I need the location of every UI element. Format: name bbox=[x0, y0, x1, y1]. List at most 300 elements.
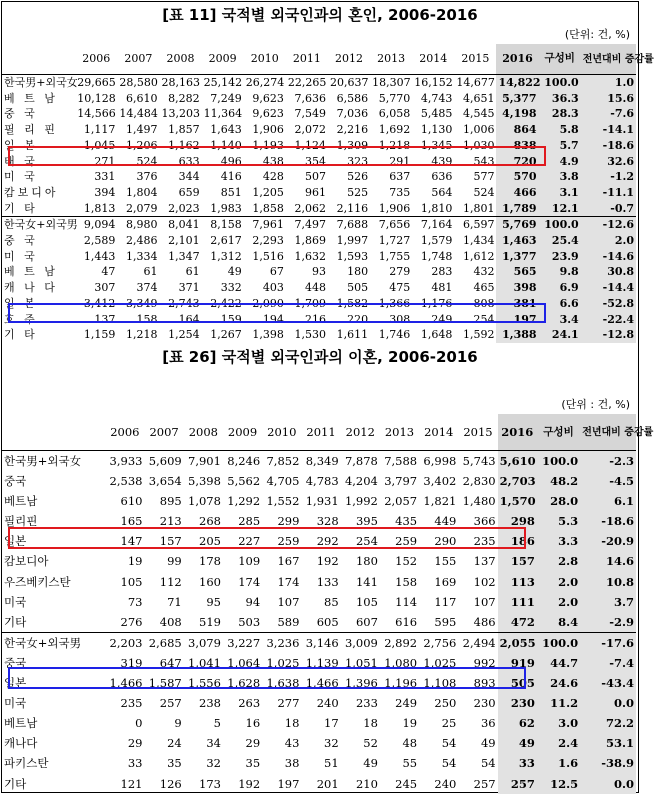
cell-2007: 24 bbox=[167, 736, 182, 751]
cell-2013: 1,906 bbox=[378, 201, 411, 215]
row-label: 중국 bbox=[4, 474, 27, 489]
cell-2011: 1,124 bbox=[294, 138, 326, 152]
cell-2014: 3,402 bbox=[423, 474, 457, 489]
cell-2014: 449 bbox=[434, 514, 457, 529]
table-row bbox=[2, 280, 636, 296]
cell-구성비: 12.5 bbox=[537, 774, 580, 794]
cell-2010: 1,552 bbox=[266, 494, 300, 509]
cell-2015: 36 bbox=[480, 716, 496, 731]
cell-구성비: 6.9 bbox=[539, 280, 581, 296]
row-label: 한국男+외국女 bbox=[4, 454, 82, 468]
cell-2006: 271 bbox=[94, 154, 116, 168]
cell-구성비: 4.9 bbox=[539, 154, 581, 170]
cell-2007: 408 bbox=[159, 614, 182, 629]
cell-2006: 1,443 bbox=[83, 249, 116, 263]
table-row bbox=[2, 511, 636, 531]
cell-2012: 49 bbox=[363, 756, 378, 771]
row-label: 한국女+외국男 bbox=[4, 218, 78, 232]
cell-2012: 210 bbox=[355, 776, 378, 791]
cell-2009: 1,643 bbox=[210, 123, 242, 137]
row-label: 미국 bbox=[4, 594, 27, 609]
row-label: 우즈베키스탄 bbox=[4, 574, 71, 589]
row-label: 기타 bbox=[4, 776, 27, 791]
cell-2008: 28,163 bbox=[161, 76, 200, 89]
cell-2016: 565 bbox=[496, 264, 538, 280]
cell-2011: 32 bbox=[324, 736, 339, 751]
cell-2012: 1,593 bbox=[336, 249, 369, 263]
column-header-2009: 2009 bbox=[223, 414, 262, 451]
cell-2007: 213 bbox=[159, 514, 182, 529]
column-header-2008: 2008 bbox=[159, 44, 201, 75]
cell-2014: 7,164 bbox=[412, 217, 454, 233]
cell-2007: 2,685 bbox=[144, 632, 183, 653]
cell-2013: 259 bbox=[395, 534, 418, 549]
cell-2014: 54 bbox=[441, 736, 457, 751]
cell-2013: 1,692 bbox=[378, 123, 411, 137]
cell-2016: 5,610 bbox=[498, 451, 537, 472]
row-label: 캐나다 bbox=[4, 736, 38, 751]
row-label: 일본 bbox=[4, 676, 27, 691]
cell-2013: 2,057 bbox=[384, 494, 418, 509]
cell-2009: 192 bbox=[238, 776, 261, 791]
cell-2008: 173 bbox=[199, 776, 221, 791]
cell-2012: 18 bbox=[363, 716, 378, 731]
row-label: 미 국 bbox=[4, 170, 38, 184]
cell-2016: 1,570 bbox=[498, 491, 537, 511]
cell-2009: 3,227 bbox=[223, 632, 262, 653]
cell-2009: 496 bbox=[220, 154, 242, 168]
cell-전년대비-증감률: -1.2 bbox=[581, 169, 636, 185]
table-row bbox=[2, 592, 636, 612]
cell-2016: 5,377 bbox=[496, 91, 538, 107]
cell-전년대비-증감률: -7.6 bbox=[581, 106, 636, 122]
row-label: 일 본 bbox=[4, 138, 38, 152]
cell-2010: 259 bbox=[277, 534, 300, 549]
group-total-row bbox=[2, 217, 636, 233]
cell-2014: 1,108 bbox=[423, 676, 457, 691]
cell-2014: 290 bbox=[434, 534, 457, 549]
cell-2006: 276 bbox=[120, 614, 143, 629]
table-row bbox=[2, 249, 636, 265]
cell-2010: 4,705 bbox=[266, 474, 300, 489]
header-blank bbox=[2, 44, 75, 75]
cell-2014: 439 bbox=[431, 154, 453, 168]
cell-2009: 285 bbox=[238, 514, 261, 529]
row-label: 중 국 bbox=[4, 107, 38, 121]
cell-2008: 95 bbox=[206, 594, 221, 609]
cell-2013: 1,080 bbox=[384, 655, 418, 670]
cell-2006: 331 bbox=[94, 170, 116, 184]
cell-2010: 2,090 bbox=[252, 296, 284, 310]
row-label: 일 본 bbox=[4, 296, 38, 310]
cell-2011: 448 bbox=[304, 281, 326, 295]
cell-2006: 10,128 bbox=[77, 91, 116, 105]
cell-2014: 169 bbox=[434, 574, 457, 589]
cell-2008: 633 bbox=[178, 154, 200, 168]
cell-2009: 25,142 bbox=[203, 76, 243, 89]
cell-2013: 1,727 bbox=[378, 234, 411, 248]
row-label: 캄보디아 bbox=[4, 554, 49, 569]
table-row bbox=[2, 154, 636, 170]
row-label: 베 트 남 bbox=[4, 265, 58, 279]
cell-2008: 1,857 bbox=[168, 123, 200, 137]
cell-2009: 7,249 bbox=[210, 91, 242, 105]
cell-2015: 1,006 bbox=[462, 123, 495, 137]
cell-2007: 99 bbox=[167, 554, 182, 569]
column-header-2012: 2012 bbox=[341, 414, 380, 451]
cell-2015: 577 bbox=[473, 170, 495, 184]
cell-2014: 595 bbox=[434, 614, 457, 629]
cell-2006: 14,566 bbox=[77, 107, 116, 121]
table-row bbox=[2, 733, 636, 753]
row-label: 중 국 bbox=[4, 234, 38, 248]
cell-2012: 3,009 bbox=[341, 632, 380, 653]
cell-2007: 1,206 bbox=[125, 138, 158, 152]
cell-2015: 465 bbox=[473, 281, 495, 295]
cell-2010: 3,236 bbox=[262, 632, 301, 653]
cell-구성비: 2.8 bbox=[537, 551, 580, 571]
cell-2010: 7,961 bbox=[244, 217, 286, 233]
cell-2010: 1,516 bbox=[252, 249, 284, 263]
cell-2010: 1,193 bbox=[252, 138, 284, 152]
cell-전년대비-증감률: -20.9 bbox=[580, 531, 636, 551]
cell-2007: 1,218 bbox=[125, 328, 158, 342]
cell-2006: 73 bbox=[127, 594, 143, 609]
cell-2015: 1,480 bbox=[462, 494, 496, 509]
divorce-header-row bbox=[2, 414, 636, 451]
cell-2009: 29 bbox=[245, 736, 261, 751]
cell-2013: 48 bbox=[402, 736, 418, 751]
cell-2008: 205 bbox=[199, 534, 221, 549]
cell-2010: 1,025 bbox=[266, 655, 300, 670]
cell-2011: 328 bbox=[316, 514, 339, 529]
cell-2013: 6,058 bbox=[378, 107, 411, 121]
cell-2010: 167 bbox=[277, 554, 300, 569]
cell-2016: 570 bbox=[496, 169, 538, 185]
cell-2009: 1,267 bbox=[210, 328, 242, 342]
row-label: 한국女+외국男 bbox=[2, 632, 105, 653]
cell-2011: 292 bbox=[316, 534, 339, 549]
cell-2007: 8,980 bbox=[117, 217, 159, 233]
cell-2012: 395 bbox=[355, 514, 378, 529]
cell-2007: 71 bbox=[167, 594, 182, 609]
cell-2009: 16 bbox=[245, 716, 261, 731]
cell-2013: 55 bbox=[402, 756, 418, 771]
cell-2014: 5,485 bbox=[420, 107, 453, 121]
divorce-body bbox=[2, 451, 636, 794]
column-header-2010: 2010 bbox=[262, 414, 301, 451]
cell-전년대비-증감률: 1.0 bbox=[581, 75, 636, 91]
cell-2014: 6,998 bbox=[423, 454, 457, 468]
cell-2013: 2,892 bbox=[380, 632, 419, 653]
cell-2013: 616 bbox=[395, 614, 418, 629]
cell-2010: 7,852 bbox=[266, 454, 300, 468]
cell-2007: 3,654 bbox=[148, 474, 182, 489]
cell-전년대비-증감률: 30.8 bbox=[581, 264, 636, 280]
column-header-2006: 2006 bbox=[105, 414, 144, 451]
cell-구성비: 8.4 bbox=[537, 612, 580, 633]
cell-2006: 319 bbox=[120, 655, 143, 670]
cell-2012: 505 bbox=[347, 281, 369, 295]
cell-2015: 14,677 bbox=[456, 76, 495, 89]
cell-2008: 3,079 bbox=[184, 632, 223, 653]
cell-2006: 1,045 bbox=[83, 138, 116, 152]
header-blank bbox=[2, 414, 105, 451]
cell-2015: 543 bbox=[473, 154, 495, 168]
row-label: 베트남 bbox=[4, 716, 38, 731]
table-row bbox=[2, 122, 636, 138]
cell-구성비: 6.6 bbox=[539, 296, 581, 312]
cell-2010: 2,293 bbox=[252, 234, 284, 248]
cell-구성비: 1.6 bbox=[537, 753, 580, 773]
cell-전년대비-증감률: 72.2 bbox=[580, 713, 636, 733]
cell-2011: 93 bbox=[311, 265, 326, 279]
cell-2012: 20,637 bbox=[329, 76, 369, 89]
cell-2007: 3,349 bbox=[125, 296, 158, 310]
row-label: 호 주 bbox=[4, 312, 38, 326]
cell-2013: 18,307 bbox=[372, 76, 411, 89]
cell-2010: 438 bbox=[262, 154, 284, 168]
cell-구성비: 23.9 bbox=[539, 249, 581, 265]
cell-2012: 6,586 bbox=[336, 91, 369, 105]
column-header-2016: 2016 bbox=[496, 44, 538, 75]
row-label: 기타 bbox=[4, 614, 27, 629]
cell-2013: 735 bbox=[389, 185, 411, 199]
cell-2008: 371 bbox=[178, 281, 200, 295]
table-row bbox=[2, 572, 636, 592]
cell-2012: 1,997 bbox=[336, 234, 369, 248]
cell-2014: 155 bbox=[434, 554, 457, 569]
cell-2009: 8,246 bbox=[227, 454, 261, 468]
column-header-change: 전년대비 증감률 bbox=[581, 44, 636, 75]
column-header-2006: 2006 bbox=[75, 44, 117, 75]
cell-전년대비-증감률: -14.4 bbox=[581, 280, 636, 296]
table-row bbox=[2, 312, 636, 328]
cell-2007: 35 bbox=[167, 756, 182, 771]
cell-2012: 4,204 bbox=[344, 474, 378, 489]
cell-2011: 22,265 bbox=[287, 76, 327, 89]
cell-2012: 1,611 bbox=[336, 328, 369, 342]
cell-2009: 159 bbox=[220, 312, 242, 326]
cell-2008: 268 bbox=[199, 514, 221, 529]
table-row bbox=[2, 471, 636, 491]
cell-2011: 201 bbox=[316, 776, 339, 791]
row-label: 미 국 bbox=[4, 249, 38, 263]
cell-2016: 1,377 bbox=[496, 249, 538, 265]
cell-2012: 323 bbox=[347, 154, 369, 168]
cell-2006: 121 bbox=[120, 776, 143, 791]
group-total-row bbox=[2, 451, 636, 472]
cell-2009: 332 bbox=[220, 281, 242, 295]
cell-2011: 1,869 bbox=[294, 234, 326, 248]
cell-2009: 1,140 bbox=[210, 138, 242, 152]
cell-2007: 257 bbox=[159, 696, 182, 711]
table-row bbox=[2, 551, 636, 571]
cell-2015: 102 bbox=[473, 574, 496, 589]
cell-2006: 33 bbox=[127, 756, 143, 771]
cell-2016: 111 bbox=[498, 592, 537, 612]
row-label: 기 타 bbox=[4, 201, 38, 215]
cell-전년대비-증감률: 15.6 bbox=[581, 91, 636, 107]
cell-구성비: 3.8 bbox=[539, 169, 581, 185]
cell-2014: 1,821 bbox=[423, 494, 457, 509]
cell-2013: 7,588 bbox=[384, 454, 418, 468]
cell-2009: 416 bbox=[220, 170, 242, 184]
cell-2013: 1,755 bbox=[378, 249, 411, 263]
cell-2010: 277 bbox=[277, 696, 300, 711]
cell-2016: 157 bbox=[498, 551, 537, 571]
cell-2013: 114 bbox=[395, 594, 418, 609]
cell-2010: 38 bbox=[284, 756, 300, 771]
cell-2011: 133 bbox=[316, 574, 339, 589]
cell-구성비: 100.0 bbox=[537, 632, 580, 653]
cell-2006: 235 bbox=[120, 696, 143, 711]
cell-2011: 1,466 bbox=[305, 676, 339, 691]
table-row bbox=[2, 169, 636, 185]
column-header-2013: 2013 bbox=[380, 414, 419, 451]
cell-2010: 428 bbox=[262, 170, 284, 184]
cell-2011: 4,783 bbox=[305, 474, 339, 489]
table-row bbox=[2, 653, 636, 673]
cell-전년대비-증감률: -12.6 bbox=[581, 217, 636, 233]
marriage-body bbox=[2, 75, 636, 343]
cell-2007: 2,486 bbox=[125, 234, 158, 248]
divorce-table-title: [표 26] 국적별 외국인과의 이혼, 2006-2016 bbox=[162, 348, 478, 366]
row-label: 필리핀 bbox=[4, 514, 38, 529]
cell-2009: 8,158 bbox=[202, 217, 244, 233]
cell-구성비: 28.0 bbox=[537, 491, 580, 511]
cell-구성비: 3.4 bbox=[539, 312, 581, 328]
cell-2016: 197 bbox=[496, 312, 538, 328]
cell-2014: 240 bbox=[434, 776, 457, 791]
table-row bbox=[2, 296, 636, 312]
cell-2011: 7,549 bbox=[294, 107, 326, 121]
cell-2015: 366 bbox=[473, 514, 496, 529]
row-label: 캄보디아 bbox=[4, 185, 59, 199]
cell-2015: 808 bbox=[473, 296, 495, 310]
cell-2013: 3,797 bbox=[384, 474, 418, 489]
cell-2011: 192 bbox=[316, 554, 339, 569]
cell-2009: 1,064 bbox=[227, 655, 261, 670]
cell-2015: 486 bbox=[473, 614, 496, 629]
cell-2010: 18 bbox=[284, 716, 300, 731]
cell-2015: 992 bbox=[473, 655, 496, 670]
cell-2013: 19 bbox=[402, 716, 418, 731]
cell-2009: 35 bbox=[245, 756, 261, 771]
column-header-ratio: 구성비 bbox=[537, 414, 580, 451]
cell-전년대비-증감률: -12.8 bbox=[581, 327, 636, 343]
cell-전년대비-증감률: 3.7 bbox=[580, 592, 636, 612]
cell-2012: 1,051 bbox=[344, 655, 378, 670]
cell-2006: 394 bbox=[94, 185, 116, 199]
cell-2007: 61 bbox=[143, 265, 158, 279]
cell-전년대비-증감률: 6.1 bbox=[580, 491, 636, 511]
cell-2011: 17 bbox=[324, 716, 339, 731]
cell-2015: 2,494 bbox=[458, 632, 497, 653]
row-label: 한국男+외국女 bbox=[4, 76, 78, 89]
cell-전년대비-증감률: -52.8 bbox=[581, 296, 636, 312]
column-header-2012: 2012 bbox=[328, 44, 370, 75]
table-row bbox=[2, 91, 636, 107]
cell-2016: 381 bbox=[496, 296, 538, 312]
cell-2014: 117 bbox=[434, 594, 457, 609]
cell-2011: 1,530 bbox=[294, 328, 326, 342]
cell-2011: 2,072 bbox=[294, 123, 326, 137]
cell-2010: 299 bbox=[277, 514, 300, 529]
cell-2008: 1,347 bbox=[168, 249, 200, 263]
cell-전년대비-증감률: 0.0 bbox=[580, 693, 636, 713]
cell-2007: 5,609 bbox=[148, 454, 182, 468]
cell-2009: 2,617 bbox=[210, 234, 242, 248]
cell-2009: 227 bbox=[238, 534, 261, 549]
cell-전년대비-증감률: -2.9 bbox=[580, 612, 636, 633]
cell-2013: 291 bbox=[389, 154, 411, 168]
cell-2006: 3,933 bbox=[109, 454, 143, 468]
divorce-table-unit: (단위 : 건, %) bbox=[561, 398, 630, 411]
cell-2008: 519 bbox=[199, 614, 221, 629]
cell-2007: 647 bbox=[159, 655, 182, 670]
cell-2015: 1,801 bbox=[462, 201, 495, 215]
cell-2012: 233 bbox=[355, 696, 378, 711]
cell-2010: 1,205 bbox=[252, 185, 284, 199]
cell-구성비: 24.1 bbox=[539, 327, 581, 343]
cell-2015: 4,545 bbox=[462, 107, 495, 121]
column-header-change: 전년대비 증감률 bbox=[580, 414, 636, 451]
cell-2006: 3,412 bbox=[83, 296, 116, 310]
cell-2011: 354 bbox=[304, 154, 326, 168]
cell-2006: 2,538 bbox=[109, 474, 143, 489]
cell-2006: 105 bbox=[120, 574, 143, 589]
cell-2015: 107 bbox=[473, 594, 496, 609]
cell-2015: 254 bbox=[473, 312, 495, 326]
cell-2011: 1,931 bbox=[305, 494, 339, 509]
cell-2007: 28,580 bbox=[119, 76, 158, 89]
cell-구성비: 2.0 bbox=[537, 572, 580, 592]
cell-2011: 1,632 bbox=[294, 249, 326, 263]
cell-2007: 895 bbox=[159, 494, 182, 509]
cell-2008: 34 bbox=[206, 736, 221, 751]
cell-2009: 109 bbox=[238, 554, 261, 569]
cell-2014: 1,345 bbox=[420, 138, 453, 152]
cell-2016: 1,388 bbox=[496, 327, 538, 343]
cell-2006: 165 bbox=[120, 514, 143, 529]
cell-구성비: 3.3 bbox=[537, 531, 580, 551]
cell-구성비: 48.2 bbox=[537, 471, 580, 491]
cell-2016: 505 bbox=[498, 673, 537, 693]
cell-2014: 1,810 bbox=[420, 201, 453, 215]
cell-2009: 1,312 bbox=[210, 249, 242, 263]
cell-구성비: 100.0 bbox=[537, 451, 580, 472]
cell-2015: 54 bbox=[480, 756, 496, 771]
cell-2016: 257 bbox=[498, 774, 537, 794]
cell-전년대비-증감률: 0.0 bbox=[580, 774, 636, 794]
cell-2014: 1,176 bbox=[420, 296, 453, 310]
cell-2013: 1,218 bbox=[378, 138, 411, 152]
cell-2009: 1,628 bbox=[227, 676, 261, 691]
cell-2007: 524 bbox=[136, 154, 158, 168]
cell-2008: 5 bbox=[213, 716, 221, 731]
cell-구성비: 36.3 bbox=[539, 91, 581, 107]
cell-전년대비-증감률: -17.6 bbox=[580, 632, 636, 653]
cell-2016: 49 bbox=[498, 733, 537, 753]
cell-2011: 51 bbox=[324, 756, 339, 771]
cell-2012: 220 bbox=[347, 312, 369, 326]
column-header-2007: 2007 bbox=[117, 44, 159, 75]
marriage-table-unit: (단위: 건, %) bbox=[564, 28, 630, 41]
marriage-header-row bbox=[2, 44, 636, 75]
cell-2014: 2,756 bbox=[419, 632, 458, 653]
cell-2012: 254 bbox=[355, 534, 378, 549]
